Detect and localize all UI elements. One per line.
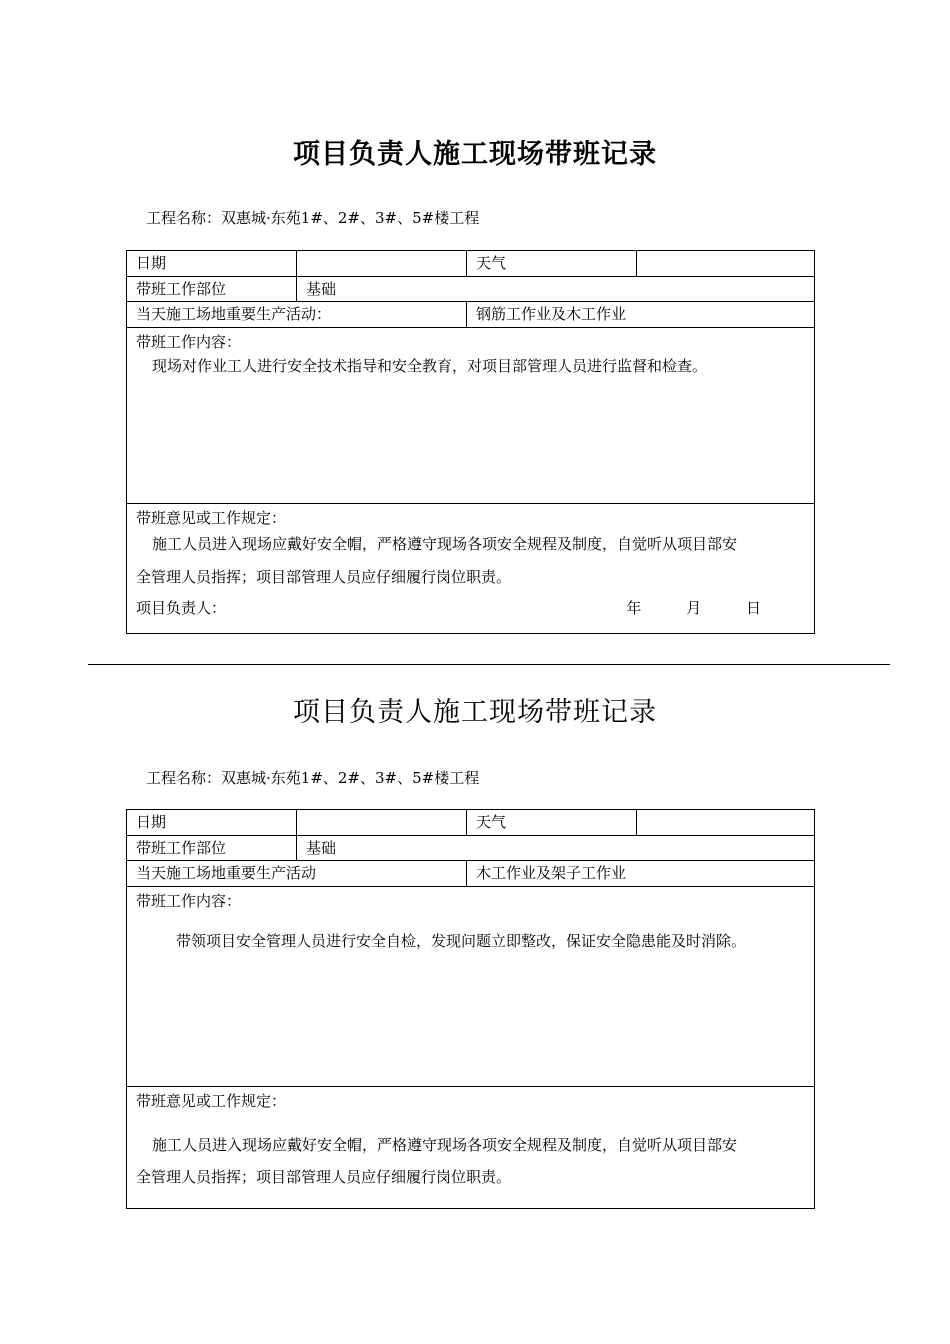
record1-date-label: 日期 (127, 251, 297, 276)
record2-location-field[interactable]: 基础 (306, 839, 337, 857)
record2-opinion-line2[interactable]: 全管理人员指挥；项目部管理人员应仔细履行岗位职责。 (136, 1168, 512, 1186)
record1-row-date (127, 251, 814, 277)
record1-activity-label: 当天施工场地重要生产活动： (127, 302, 467, 327)
record2-weather-field[interactable] (637, 810, 814, 835)
record2-content-label: 带班工作内容： (136, 892, 242, 910)
record2-form (126, 809, 815, 1209)
record2-row-activity (127, 861, 814, 887)
record2-opinion-line1[interactable]: 施工人员进入现场应戴好安全帽，严格遵守现场各项安全规程及制度，自觉听从项目部安 (152, 1136, 738, 1154)
record1-content-label: 带班工作内容： (136, 333, 242, 351)
record2-location-label: 带班工作部位 (127, 836, 297, 860)
record1-opinion-line2[interactable]: 全管理人员指挥；项目部管理人员应仔细履行岗位职责。 (136, 568, 512, 586)
record2-activity-field[interactable]: 木工作业及架子工作业 (476, 864, 627, 882)
record2-title: 项目负责人施工现场带班记录 (293, 697, 657, 728)
record1-row-activity (127, 302, 814, 328)
record1-sign-row (136, 597, 805, 618)
record1-date-field[interactable] (297, 251, 467, 276)
record1-opinion-line1[interactable]: 施工人员进入现场应戴好安全帽，严格遵守现场各项安全规程及制度，自觉听从项目部安 (152, 535, 738, 553)
record1-opinion-block (127, 504, 814, 633)
record1-location-label: 带班工作部位 (127, 277, 297, 301)
record1-location-field[interactable]: 基础 (306, 280, 337, 298)
record1-sign-date[interactable] (586, 597, 761, 618)
record1-content-block (127, 328, 814, 504)
record1-month-label: 月 (686, 599, 702, 617)
record1-year-label: 年 (626, 599, 642, 617)
record1-title: 项目负责人施工现场带班记录 (293, 139, 657, 170)
record1-opinion-label: 带班意见或工作规定： (136, 509, 287, 527)
record2-project-name: 工程名称：双惠城·东苑1#、2#、3#、5#楼工程 (146, 769, 480, 787)
record2-content-block (127, 887, 814, 1087)
record1-content-text[interactable]: 现场对作业工人进行安全技术指导和安全教育，对项目部管理人员进行监督和检查。 (152, 357, 708, 375)
record1-day-label: 日 (745, 599, 761, 617)
record2-activity-label: 当天施工场地重要生产活动 (127, 861, 467, 886)
record1-signer-label: 项目负责人： (136, 599, 227, 617)
record2-date-field[interactable] (297, 810, 467, 835)
section-divider (88, 664, 890, 665)
record1-row-location (127, 277, 814, 302)
record2-opinion-label: 带班意见或工作规定： (136, 1092, 287, 1110)
record1-form (126, 250, 815, 634)
record2-date-label: 日期 (127, 810, 297, 835)
record1-weather-field[interactable] (637, 251, 814, 276)
record2-opinion-block (127, 1087, 814, 1208)
record1-project-name: 工程名称：双惠城·东苑1#、2#、3#、5#楼工程 (146, 209, 480, 227)
record2-content-text[interactable]: 带领项目安全管理人员进行安全自检，发现问题立即整改，保证安全隐患能及时消除。 (176, 932, 747, 950)
record1-activity-field[interactable]: 钢筋工作业及木工作业 (476, 305, 627, 323)
record2-weather-label: 天气 (467, 810, 637, 835)
record1-weather-label: 天气 (467, 251, 637, 276)
record2-row-date (127, 810, 814, 836)
record2-row-location (127, 836, 814, 861)
